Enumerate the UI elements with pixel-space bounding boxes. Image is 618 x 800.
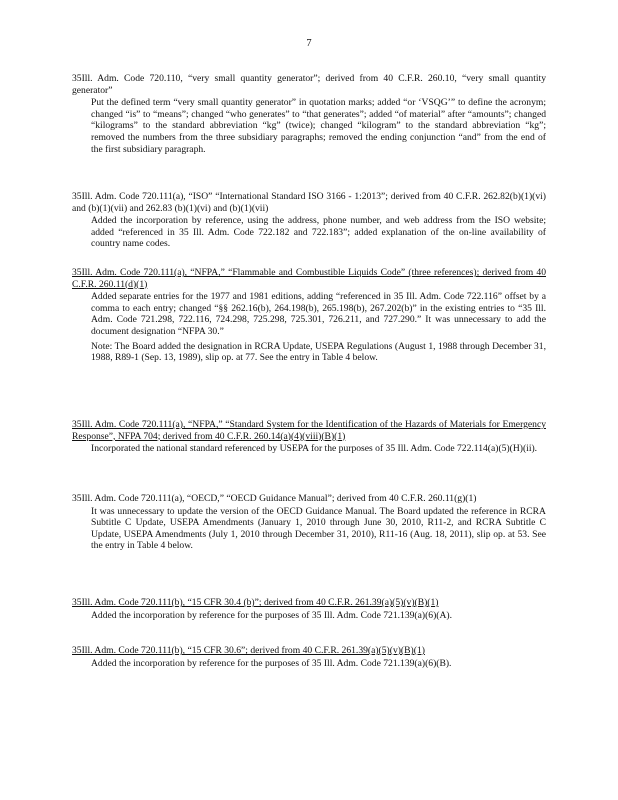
entry-heading: 35Ill. Adm. Code 720.111(a), “ISO” “International Standard ISO 3166 - 1:2013”; derived from 40 C.F.R. 262.82(b)(1)(vi) and (b)(1)(vii) and 262.83 (b)(1)(vi) and (b)(1)(vii) [72, 191, 546, 214]
entry-heading: 35Ill. Adm. Code 720.111(b), “15 CFR 30.4 (b)”; derived from 40 C.F.R. 261.39(a)(5)(v)(B)(1) [72, 597, 439, 608]
entry-body: Added the incorporation by reference for the purposes of 35 Ill. Adm. Code 721.139(a)(6)(B). [91, 657, 452, 669]
entry-body: Added separate entries for the 1977 and 1981 editions, adding “referenced in 35 Ill. Adm. Code 722.116” offset by a comma to each entry; changed “§§ 262.16(b), 264.198(b), 265.198(b), 267.202(b)” in the existing entries to “35 Ill. Adm. Code 721.298, 722.116, 724.298, 725.298, 725.301, 726.211, and 727.290.” It was unnecessary to add the document designation “NFPA 30.” [91, 291, 546, 337]
page-number: 7 [306, 38, 312, 49]
entry-heading: 35Ill. Adm. Code 720.111(a), “NFPA,” “Flammable and Combustible Liquids Code” (three references); derived from 40 C.F.R. 260.11(d)(1) [72, 267, 546, 290]
entry-heading: 35Ill. Adm. Code 720.111(a), “NFPA,” “Standard System for the Identification of the Hazards of Materials for Emergency Response”, NFPA 704; derived from 40 C.F.R. 260.14(a)(4)(viii)(B)(1) [72, 419, 546, 442]
entry-body: Added the incorporation by reference, using the address, phone number, and web address from the ISO website; added “referenced in 35 Ill. Adm. Code 722.182 and 722.183”; added explanation of the on-line availability of country name codes. [91, 215, 546, 250]
entry-iso [72, 191, 546, 250]
entry-body: It was unnecessary to update the version of the OECD Guidance Manual. The Board updated the reference in RCRA Subtitle C Update, USEPA Amendments (January 1, 2010 through June 30, 2010, R11-2, and RCRA Subtitle C Update, USEPA Amendments (July 1, 2010 through December 31, 2010), R11-16 (Aug. 18, 2011), slip op. at 53. See the entry in Table 4 below. [91, 505, 546, 552]
entry-15-cfr-30-6 [72, 645, 546, 669]
entry-nfpa-704 [72, 419, 546, 455]
entry-heading: 35Ill. Adm. Code 720.110, “very small quantity generator”; derived from 40 C.F.R. 260.10, “very small quantity generator” [72, 73, 546, 96]
entry-heading: 35Ill. Adm. Code 720.111(a), “OECD,” “OECD Guidance Manual”; derived from 40 C.F.R. 260.11(g)(1) [72, 493, 477, 504]
entry-note: Note: The Board added the designation in RCRA Update, USEPA Regulations (August 1, 1988 through December 31, 1988, R89-1 (Sep. 13, 1989), slip op. at 77. See the entry in Table 4 below. [91, 340, 546, 364]
entry-very-small-quantity-generator [72, 73, 546, 155]
entry-heading: 35Ill. Adm. Code 720.111(b), “15 CFR 30.6”; derived from 40 C.F.R. 261.39(a)(5)(v)(B)(1) [72, 645, 425, 656]
entry-oecd [72, 493, 546, 552]
entry-15-cfr-30-4 [72, 597, 546, 621]
entry-body: Incorporated the national standard referenced by USEPA for the purposes of 35 Ill. Adm. Code 722.114(a)(5)(H)(ii). [91, 443, 538, 455]
entry-body: Put the defined term “very small quantity generator” in quotation marks; added “or ‘VSQG’” to define the acronym; changed “is” to “means”; changed “who generates” to “that generates”; added “of material” after “amounts”; changed “kilograms” to the standard abbreviation “kg” (twice); changed “kilogram” to the standard abbreviation “kg”; removed the numbers from the three subsidiary paragraphs; removed the ending conjunction “and” from the end of the first subsidiary paragraph. [91, 97, 546, 155]
entry-nfpa-flammable-liquids [72, 267, 546, 364]
entry-body: Added the incorporation by reference for the purposes of 35 Ill. Adm. Code 721.139(a)(6)(A). [91, 609, 452, 621]
